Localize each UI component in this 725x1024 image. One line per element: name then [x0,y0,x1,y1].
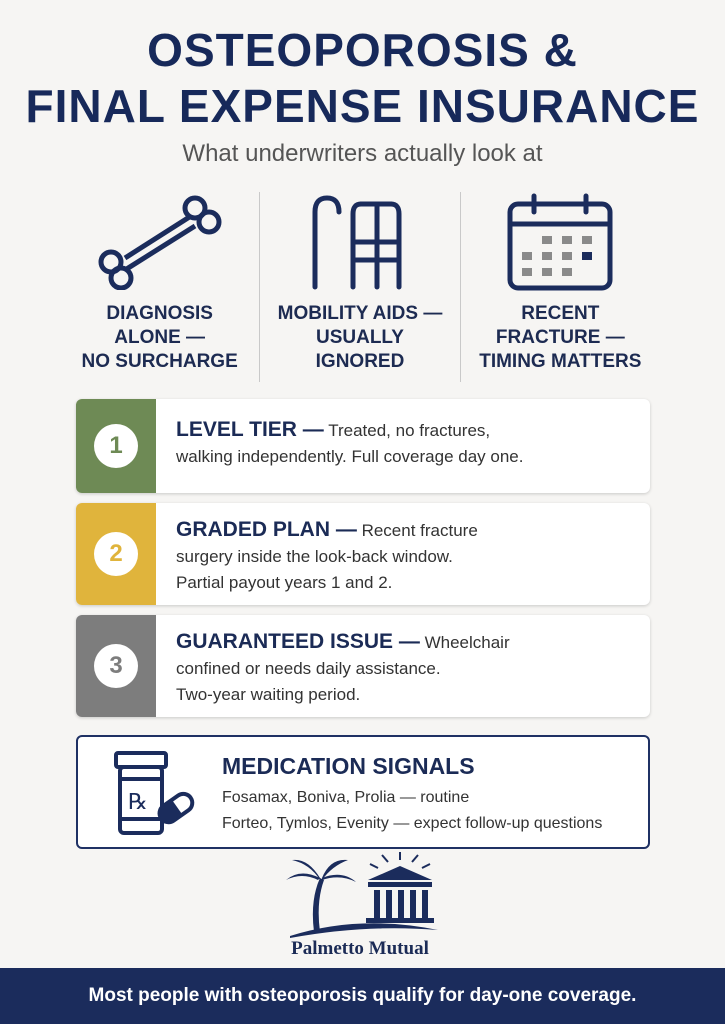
factor-label-1: MOBILITY AIDS — [277,303,443,324]
tier-card-graded [76,503,650,605]
tier-number-band [76,503,156,605]
factor-label-3: TIMING MATTERS [479,351,642,372]
bone-icon [95,194,225,290]
factor-label-3: NO SURCHARGE [81,351,238,372]
tier-heading: GUARANTEED ISSUE — [176,630,420,653]
subtitle: What underwriters actually look at [182,140,543,167]
page-title [0,22,725,134]
tier-number: 2 [94,532,138,576]
title-line-2: FINAL EXPENSE INSURANCE [25,80,700,132]
factor-label-2: USUALLY [315,327,404,348]
mobility-aids-icon [295,192,425,292]
medication-line: Forteo, Tymlos, Evenity — expect follow-up questions [222,815,603,832]
tier-number: 3 [94,644,138,688]
factor-label-3: IGNORED [315,351,405,372]
tier-text: Two-year waiting period. [176,685,361,704]
tier-text: Treated, no fractures, [323,421,491,440]
factor-label-1: RECENT [521,303,600,324]
palm-temple-logo [270,850,450,938]
factor-fracture [461,192,660,382]
rx-symbol: ℞ [128,789,148,814]
tier-number: 1 [94,424,138,468]
tier-heading: GRADED PLAN — [176,518,357,541]
factor-label-1: DIAGNOSIS [106,303,213,324]
medication-line: Fosamax, Boniva, Prolia — routine [222,789,470,806]
tier-text: Partial payout years 1 and 2. [176,573,393,592]
brand-name: Palmetto Mutual [291,938,429,959]
tier-text: confined or needs daily assistance. [176,659,441,678]
tier-number-band [76,399,156,493]
factor-label-2: ALONE — [114,327,206,348]
factor-mobility [259,192,460,382]
tier-heading: LEVEL TIER — [176,418,324,441]
tier-text: Recent fracture [356,521,478,540]
tier-card-guaranteed [76,615,650,717]
calendar-icon [500,192,620,292]
medication-signals-box [76,735,650,849]
palmetto-mutual-logo [270,850,450,960]
tier-card-level [76,399,650,493]
factor-diagnosis [60,192,259,382]
title-line-1: OSTEOPOROSIS & [147,24,578,76]
tier-text: Wheelchair [419,633,510,652]
factors-row [60,192,660,382]
factor-label-2: FRACTURE — [495,327,625,348]
pill-bottle-icon [112,749,196,839]
tier-text: surgery inside the look-back window. [176,547,453,566]
tier-text: walking independently. Full coverage day one. [176,447,524,466]
tier-number-band [76,615,156,717]
medication-title: MEDICATION SIGNALS [222,753,475,779]
footer-banner: Most people with osteoporosis qualify for day-one coverage. [0,968,725,1024]
